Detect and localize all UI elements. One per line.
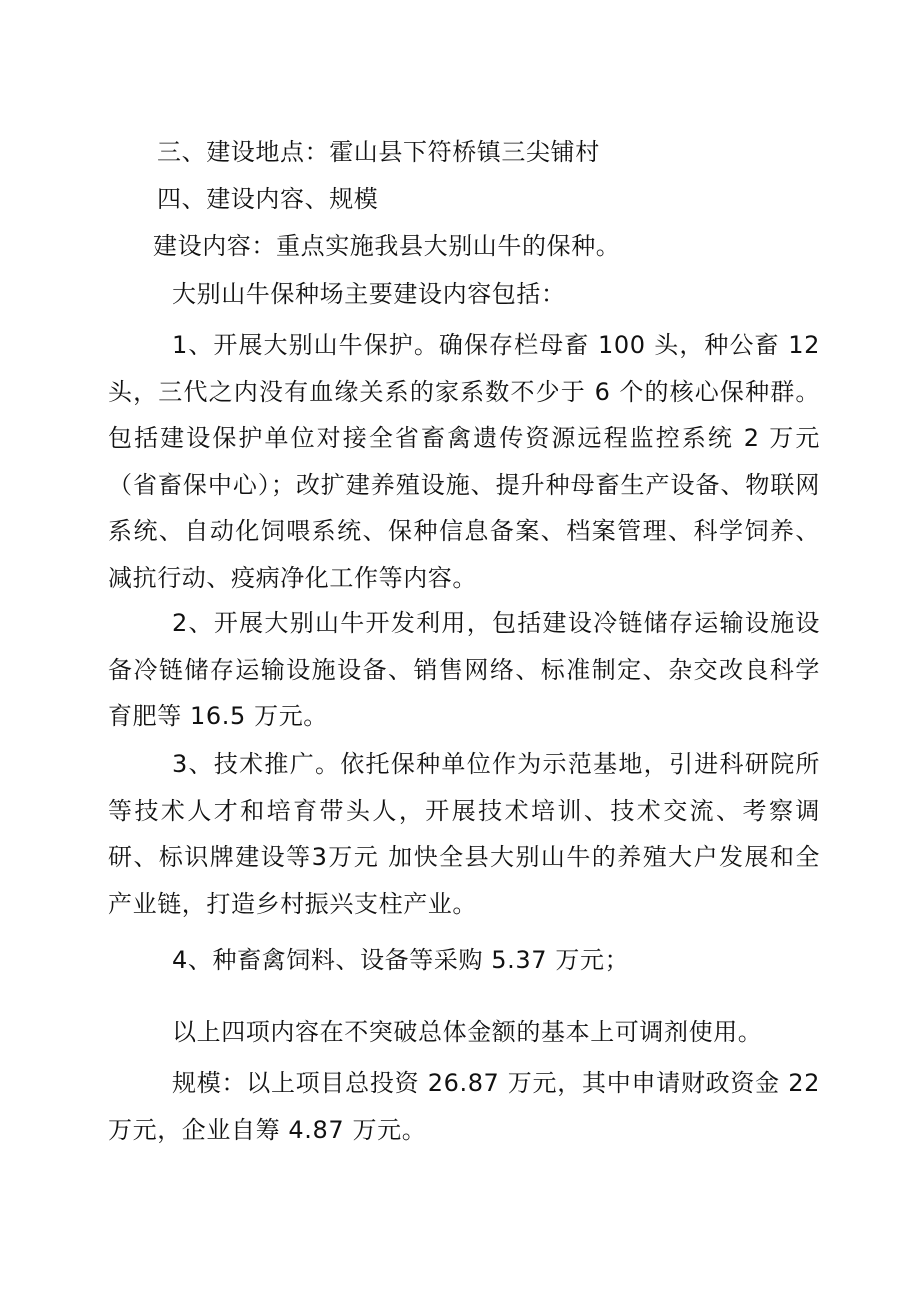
item-3-paragraph: 3、技术推广。依托保种单位作为示范基地，引进科研院所等技术人才和培育带头人，开展技术培训、技术交流、考察调研、标识牌建设等3万元 加快全县大别山牛的养殖大户发展和全产业链，打造乡村振兴支柱产业。 [108, 750, 820, 918]
content-intro: 建设内容：重点实施我县大别山牛的保种。 [153, 232, 621, 260]
location-heading: 三、建设地点：霍山县下符桥镇三尖铺村 [157, 138, 600, 166]
item-1-paragraph: 1、开展大别山牛保护。确保存栏母畜 100 头，种公畜 12 头，三代之内没有血缘关系的家系数不少于 6 个的核心保种群。包括建设保护单位对接全省畜禽遗传资源远程监控系统 2 万元（省畜保中心）；改扩建养殖设施、提升种母畜生产设备、物联网系统、自动化饲喂系统、保种信息备案、档案管理、科学饲养、减抗行动、疫病净化工作等内容。 [108, 331, 820, 592]
adjustment-note: 以上四项内容在不突破总体金额的基本上可调剂使用。 [172, 1018, 763, 1046]
scale-paragraph: 规模：以上项目总投资 26.87 万元，其中申请财政资金 22 万元，企业自筹 4.87 万元。 [108, 1069, 820, 1144]
content-heading: 四、建设内容、规模 [157, 185, 379, 213]
main-items-intro: 大别山牛保种场主要建设内容包括： [172, 280, 566, 308]
item-4-paragraph: 4、种畜禽饲料、设备等采购 5.37 万元； [172, 946, 630, 974]
item-2-paragraph: 2、开展大别山牛开发利用，包括建设冷链储存运输设施设备冷链储存运输设施设备、销售网络、标准制定、杂交改良科学育肥等 16.5 万元。 [108, 609, 820, 730]
